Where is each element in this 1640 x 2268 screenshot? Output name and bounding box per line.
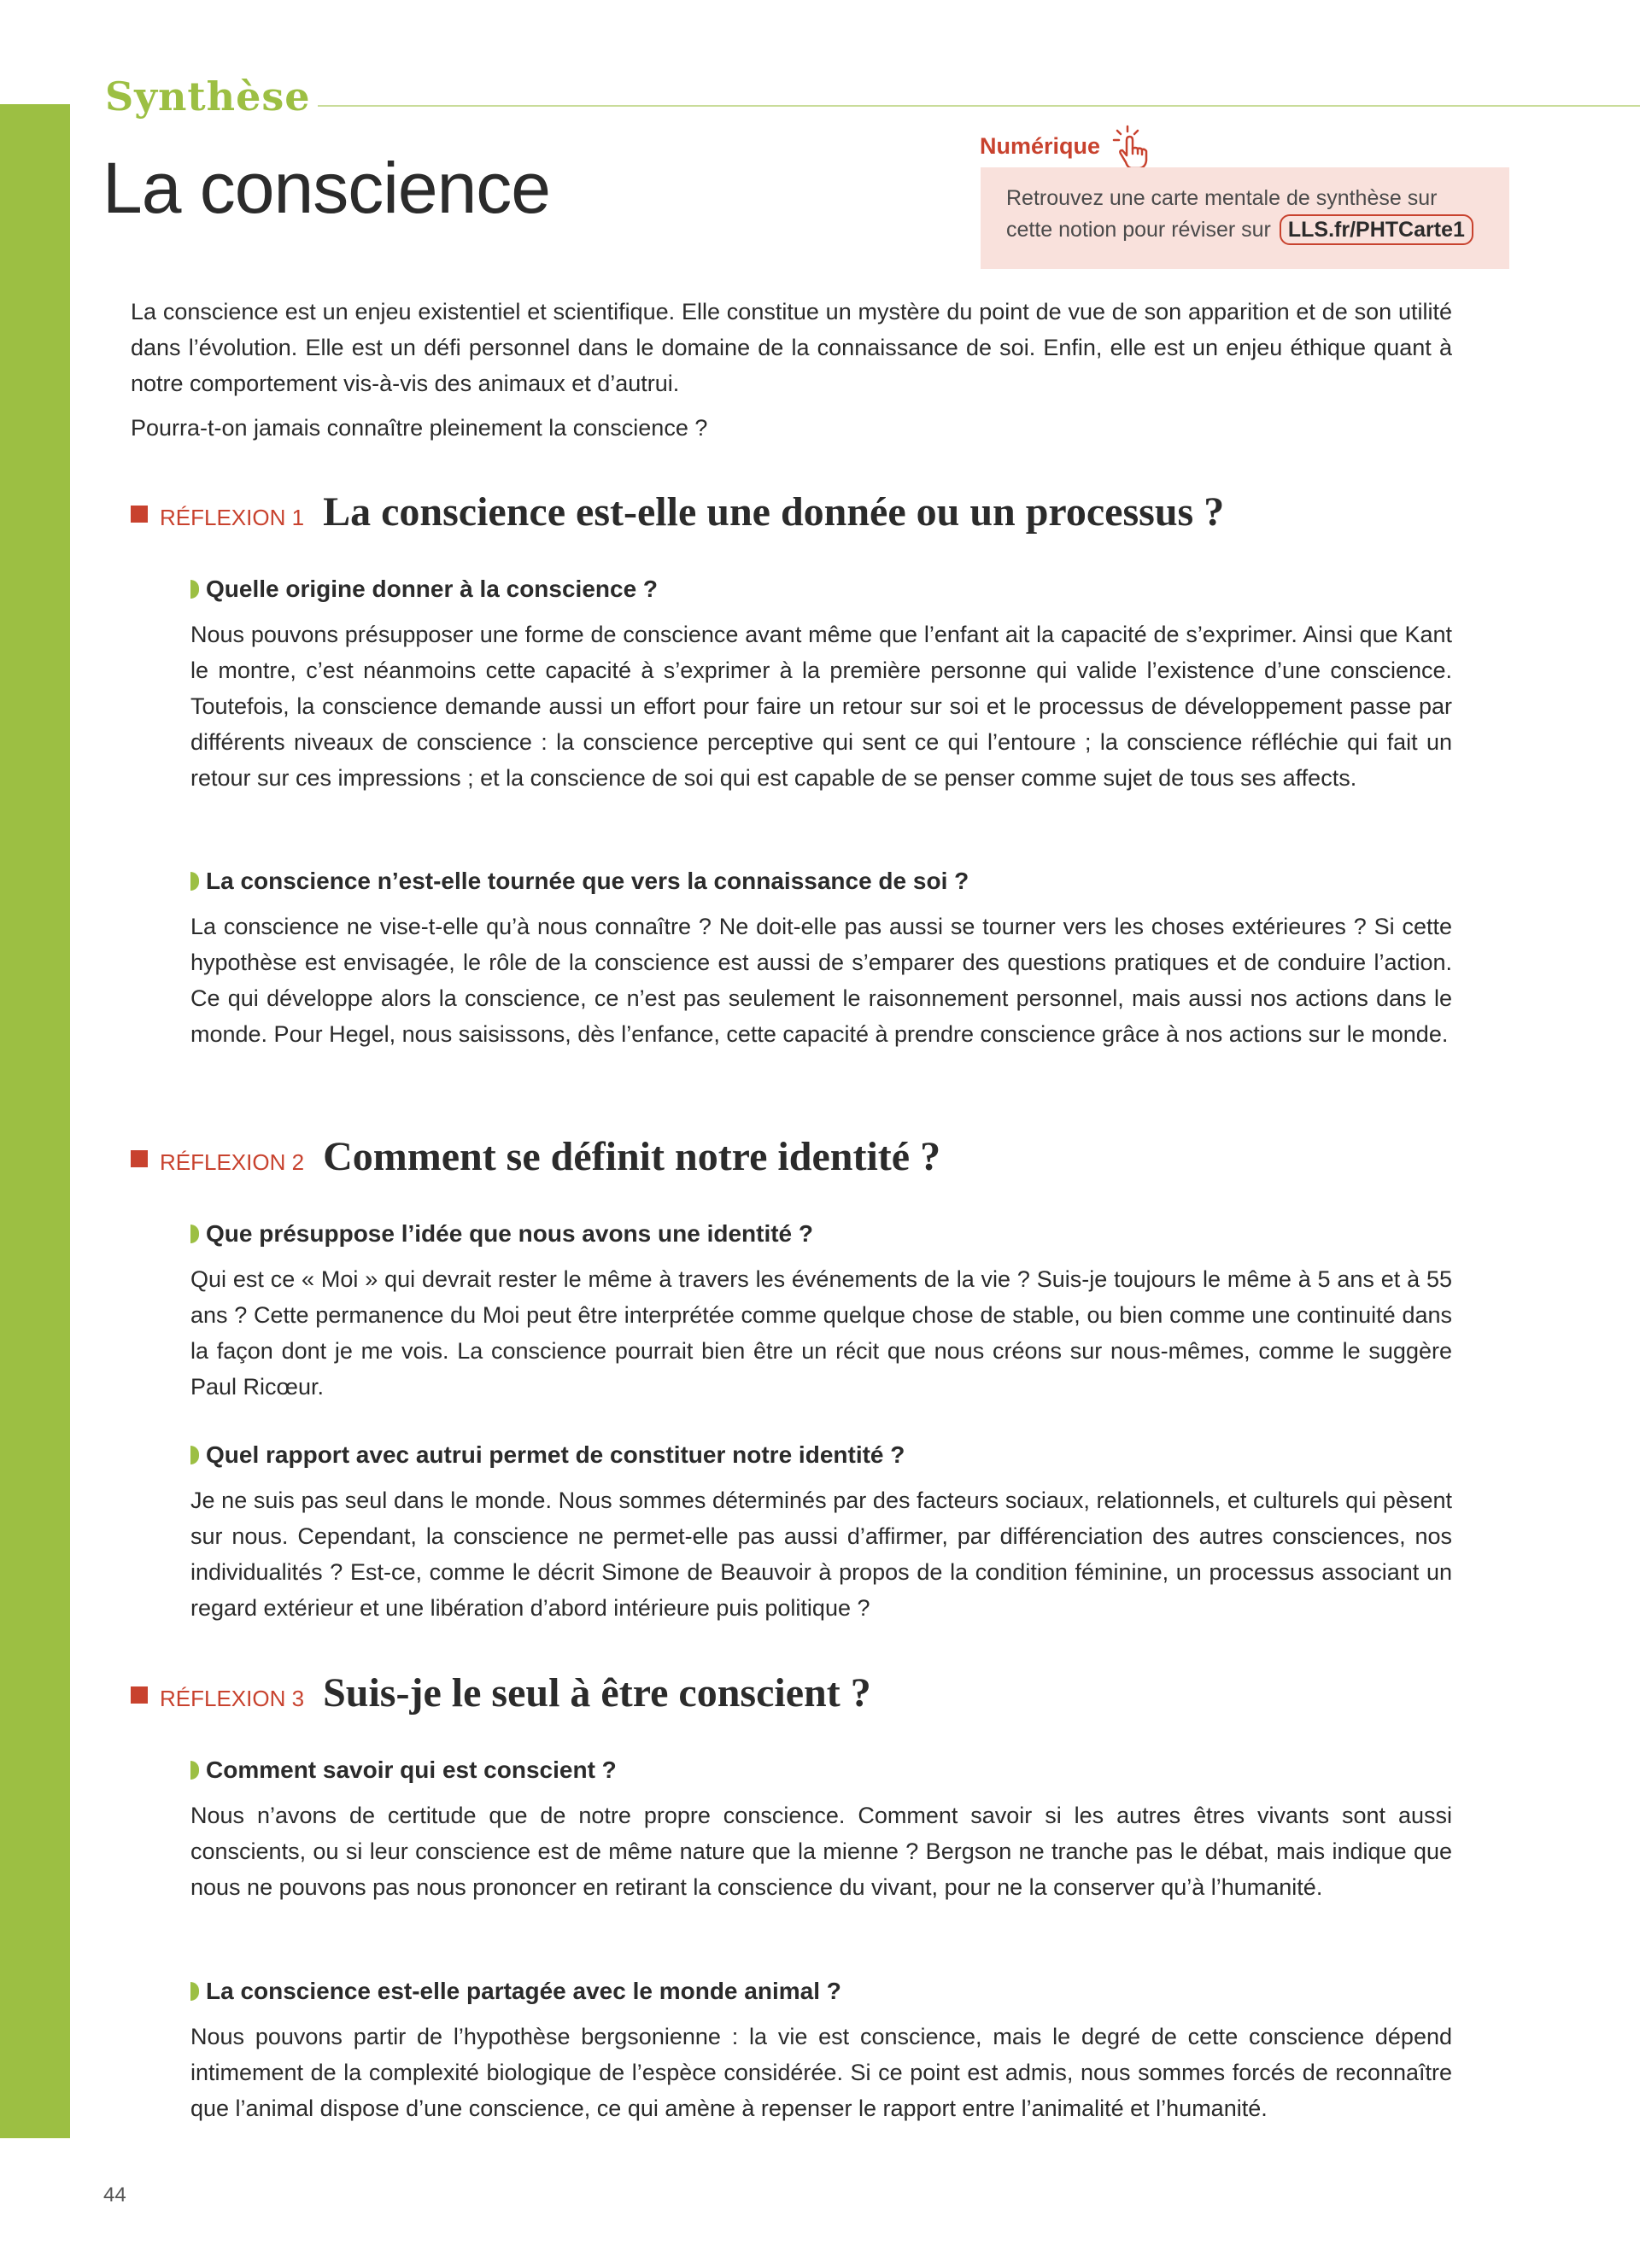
hand-tap-icon xyxy=(1105,123,1160,171)
reflexion-title: Comment se définit notre identité ? xyxy=(323,1134,941,1179)
intro-paragraph: La conscience est un enjeu existentiel et scientifique. Elle constitue un mystère du point de vue de son apparition et de son utilité dans l’évolution. Elle est un défi personnel dans le domaine de la connaissance de soi. Enfin, elle est un enjeu éthique quant à notre comportement vis-à-vis des animaux et d’autrui. xyxy=(131,299,1452,396)
reflexion-label: RÉFLEXION 1 xyxy=(160,505,305,530)
arrow-bullet-icon xyxy=(190,1982,199,2001)
red-square-icon xyxy=(131,1150,148,1167)
page-title: La conscience xyxy=(102,148,551,228)
sub-text: Nous pouvons présupposer une forme de conscience avant même que l’enfant ait la capacité de s’exprimer. Ainsi que Kant le montre, c’est néanmoins cette capacité à s’exprimer à la première personne qui valide l’existence d’une conscience. Toutefois, la conscience demande aussi un effort pour faire un retour sur soi et le processus de développement passe par différents niveaux de conscience : la conscience perceptive qui sent ce qui l’entoure ; la conscience réfléchie qui fait un retour sur ces impressions ; et la conscience de soi qui est capable de se penser comme sujet de tous ses affects. xyxy=(190,622,1452,791)
arrow-bullet-icon xyxy=(190,1225,199,1243)
sub-text: Nous pouvons partir de l’hypothèse bergsonienne : la vie est conscience, mais le degré de cette conscience dépend intimement de la complexité biologique de l’espèce considérée. Si ce point est admis, nous sommes forcés de reconnaître que l’animal dispose d’une conscience, ce qui amène à repenser le rapport entre l’animalité et l’humanité. xyxy=(190,2024,1452,2121)
sub-text: La conscience ne vise-t-elle qu’à nous connaître ? Ne doit-elle pas aussi se tourner vers les choses extérieures ? Si cette hypothèse est envisagée, le rôle de la conscience est aussi de s’emparer des questions pratiques et de conduire l’action. Ce qui développe alors la conscience, ce n’est pas seulement le raisonnement personnel, mais aussi nos actions dans le monde. Pour Hegel, nous saisissons, dès l’enfance, cette capacité à prendre conscience grâce à nos actions sur le monde. xyxy=(190,914,1452,1047)
sub-question xyxy=(190,1974,1452,2008)
numerique-box xyxy=(981,167,1509,269)
side-color-bar xyxy=(0,104,70,2138)
reflexion-title: La conscience est-elle une donnée ou un processus ? xyxy=(323,489,1225,535)
reflexion-3-sub-1 xyxy=(190,1753,1452,1905)
reflexion-3-sub-2 xyxy=(190,1974,1452,2126)
sub-question-text: La conscience est-elle partagée avec le monde animal ? xyxy=(206,1978,841,2004)
reflexion-1-sub-2 xyxy=(190,864,1452,1052)
reflexion-1-sub-1 xyxy=(190,572,1452,796)
reflexion-3-heading xyxy=(131,1669,871,1716)
red-square-icon xyxy=(131,506,148,523)
sub-question xyxy=(190,1438,1452,1472)
arrow-bullet-icon xyxy=(190,1446,199,1464)
header-divider xyxy=(318,105,1640,107)
reflexion-2-sub-1 xyxy=(190,1217,1452,1405)
intro-question: Pourra-t-on jamais connaître pleinement la conscience ? xyxy=(131,415,708,441)
arrow-bullet-icon xyxy=(190,1761,199,1780)
numerique-text: Retrouvez une carte mentale de synthèse sur cette notion pour réviser sur xyxy=(1006,186,1438,242)
red-square-icon xyxy=(131,1686,148,1704)
sub-question xyxy=(190,1217,1452,1251)
reflexion-title: Suis-je le seul à être conscient ? xyxy=(323,1670,871,1716)
reflexion-2-heading xyxy=(131,1133,940,1180)
reflexion-label: RÉFLEXION 3 xyxy=(160,1686,305,1711)
section-label: Synthèse xyxy=(105,73,311,120)
sub-text: Nous n’avons de certitude que de notre propre conscience. Comment savoir si les autres êtres vivants sont aussi conscients, ou si leur conscience est de même nature que la mienne ? Bergson ne tranche pas le débat, mais indique que nous ne pouvons pas nous prononcer en retirant la conscience du vivant, pour ne la conserver qu’à l’humanité. xyxy=(190,1803,1452,1900)
numerique-label: Numérique xyxy=(980,133,1101,159)
numerique-link[interactable]: LLS.fr/PHTCarte1 xyxy=(1280,214,1473,245)
sub-question-text: Quelle origine donner à la conscience ? xyxy=(206,576,659,602)
reflexion-2-sub-2 xyxy=(190,1438,1452,1626)
arrow-bullet-icon xyxy=(190,580,199,599)
reflexion-1-heading xyxy=(131,488,1224,535)
sub-question-text: Comment savoir qui est conscient ? xyxy=(206,1757,617,1783)
sub-question-text: Quel rapport avec autrui permet de constituer notre identité ? xyxy=(206,1441,905,1468)
intro-block xyxy=(131,294,1452,446)
sub-question xyxy=(190,1753,1452,1787)
page-number: 44 xyxy=(103,2183,126,2207)
arrow-bullet-icon xyxy=(190,872,199,891)
sub-text: Qui est ce « Moi » qui devrait rester le même à travers les événements de la vie ? Suis-je toujours le même à 5 ans et à 55 ans ? Cette permanence du Moi peut être interprétée comme quelque chose de stable, ou bien comme une continuité dans la façon dont je me vois. La conscience pourrait bien être un récit que nous créons sur nous-mêmes, comme le suggère Paul Ricœur. xyxy=(190,1266,1452,1400)
reflexion-label: RÉFLEXION 2 xyxy=(160,1149,305,1175)
sub-question xyxy=(190,572,1452,606)
sub-question-text: Que présuppose l’idée que nous avons une identité ? xyxy=(206,1220,814,1247)
sub-text: Je ne suis pas seul dans le monde. Nous sommes déterminés par des facteurs sociaux, relationnels, et culturels qui pèsent sur nous. Cependant, la conscience ne permet-elle pas aussi d’affirmer, par différenciation des autres consciences, nos individualités ? Est-ce, comme le décrit Simone de Beauvoir à propos de la condition féminine, un processus associant un regard extérieur et une libération d’abord intérieure puis politique ? xyxy=(190,1488,1452,1621)
sub-question xyxy=(190,864,1452,898)
sub-question-text: La conscience n’est-elle tournée que vers la connaissance de soi ? xyxy=(206,868,969,894)
